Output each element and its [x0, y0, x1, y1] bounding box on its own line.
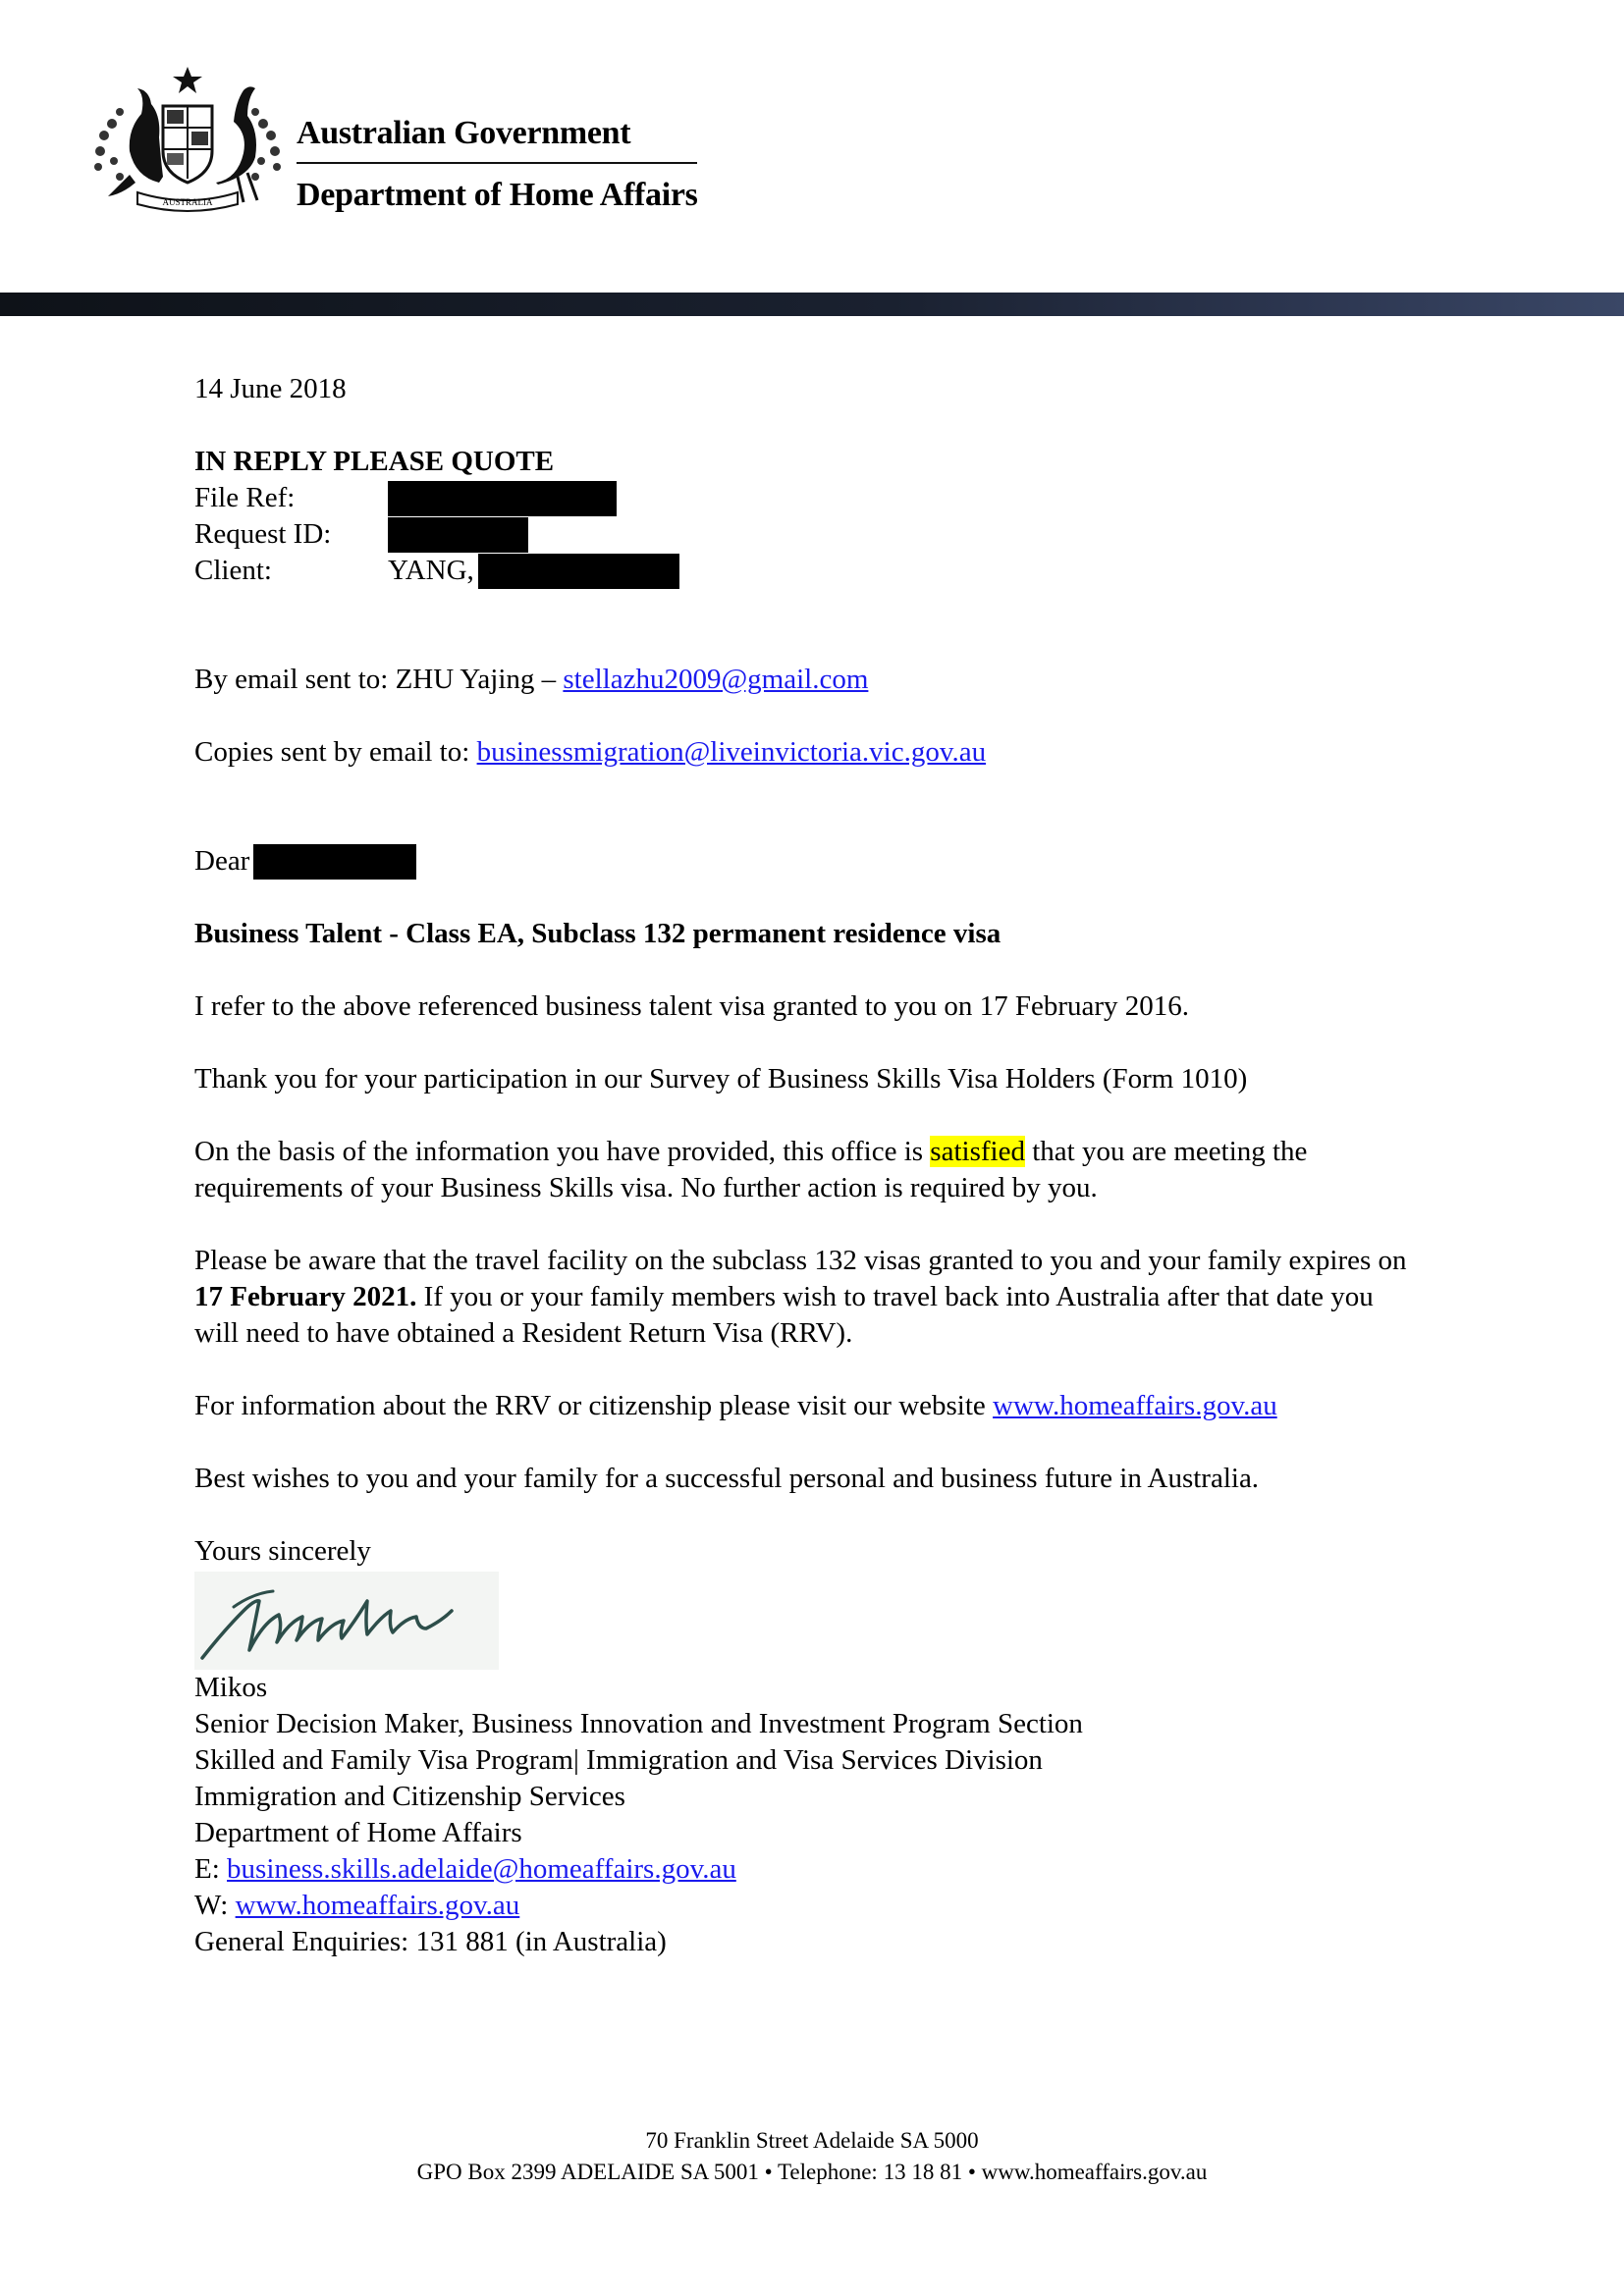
paragraph-wishes: Best wishes to you and your family for a successful personal and business future in Australia.: [194, 1463, 1260, 1494]
handwritten-signature-icon: [194, 1572, 499, 1670]
signatory-services: Immigration and Citizenship Services: [194, 1781, 625, 1812]
request-id-row: [194, 516, 1471, 553]
paragraph-info: For information about the RRV or citizenship please visit our website www.homeaffairs.gov.au: [194, 1390, 1277, 1421]
footer-address: 70 Franklin Street Adelaide SA 5000: [645, 2128, 979, 2153]
agency-title: Australian Government: [297, 115, 631, 151]
letterhead-divider: [297, 162, 697, 164]
closing: Yours sincerely: [194, 1535, 371, 1567]
signatory-email-line: E: business.skills.adelaide@homeaffairs.gov.au: [194, 1853, 736, 1885]
email-sent-link[interactable]: stellazhu2009@gmail.com: [563, 664, 869, 695]
website-link[interactable]: www.homeaffairs.gov.au: [993, 1390, 1277, 1421]
svg-text:AUSTRALIA: AUSTRALIA: [162, 197, 213, 207]
signatory-name: Mikos: [194, 1672, 268, 1703]
letterhead: [0, 0, 1624, 324]
letter-body: [194, 371, 1471, 1960]
paragraph-thanks: Thank you for your participation in our Survey of Business Skills Visa Holders (Form 1010): [194, 1063, 1248, 1095]
request-id-label: Request ID:: [194, 518, 332, 550]
copies-email-link[interactable]: businessmigration@liveinvictoria.vic.gov.au: [476, 736, 987, 768]
agency-department: Department of Home Affairs: [297, 177, 698, 213]
letterhead-band: [0, 293, 1624, 316]
letter-date: 14 June 2018: [194, 373, 347, 404]
file-ref-label: File Ref:: [194, 482, 296, 513]
client-value: YANG,: [388, 555, 474, 586]
file-ref-row: [194, 480, 1471, 516]
salutation: Dear: [194, 843, 1471, 880]
paragraph-refer: I refer to the above referenced business talent visa granted to you on 17 February 2016.: [194, 990, 1190, 1022]
signatory-web-link[interactable]: www.homeaffairs.gov.au: [235, 1890, 520, 1921]
page-footer: [0, 2125, 1624, 2188]
reply-heading: IN REPLY PLEASE QUOTE: [194, 446, 555, 477]
footer-contact: GPO Box 2399 ADELAIDE SA 5001 • Telephone: 13 18 81 • www.homeaffairs.gov.au: [416, 2160, 1208, 2184]
signatory-web-line: W: www.homeaffairs.gov.au: [194, 1890, 520, 1921]
signatory-program: Skilled and Family Visa Program| Immigration and Visa Services Division: [194, 1744, 1043, 1776]
client-row: [194, 553, 1471, 589]
email-sent-line: By email sent to: ZHU Yajing – stellazhu2009@gmail.com: [194, 664, 869, 695]
letter-subject: Business Talent - Class EA, Subclass 132 permanent residence visa: [194, 918, 1001, 949]
signatory-enquiries: General Enquiries: 131 881 (in Australia): [194, 1926, 667, 1957]
signatory-email-link[interactable]: business.skills.adelaide@homeaffairs.gov.au: [227, 1853, 736, 1885]
paragraph-travel: Please be aware that the travel facility on the subclass 132 visas granted to you and your family expires on 17 February 2021. If you or your family members wish to travel back into Australia after that date you will need to have obtained a Resident Return Visa (RRV).: [194, 1245, 1407, 1349]
redaction-block: [388, 481, 617, 516]
signatory-department: Department of Home Affairs: [194, 1817, 522, 1848]
paragraph-basis: On the basis of the information you have provided, this office is satisfied that you are meeting the requirements of your Business Skills visa. No further action is required by you.: [194, 1136, 1308, 1203]
redaction-block: [253, 844, 416, 880]
copies-line: Copies sent by email to: businessmigration@liveinvictoria.vic.gov.au: [194, 736, 987, 768]
signatory-title: Senior Decision Maker, Business Innovation and Investment Program Section: [194, 1708, 1083, 1739]
coat-of-arms-icon: [90, 67, 285, 214]
client-label: Client:: [194, 555, 272, 586]
redaction-block: [478, 554, 679, 589]
highlighted-word: satisfied: [930, 1136, 1025, 1167]
redaction-block: [388, 517, 528, 553]
